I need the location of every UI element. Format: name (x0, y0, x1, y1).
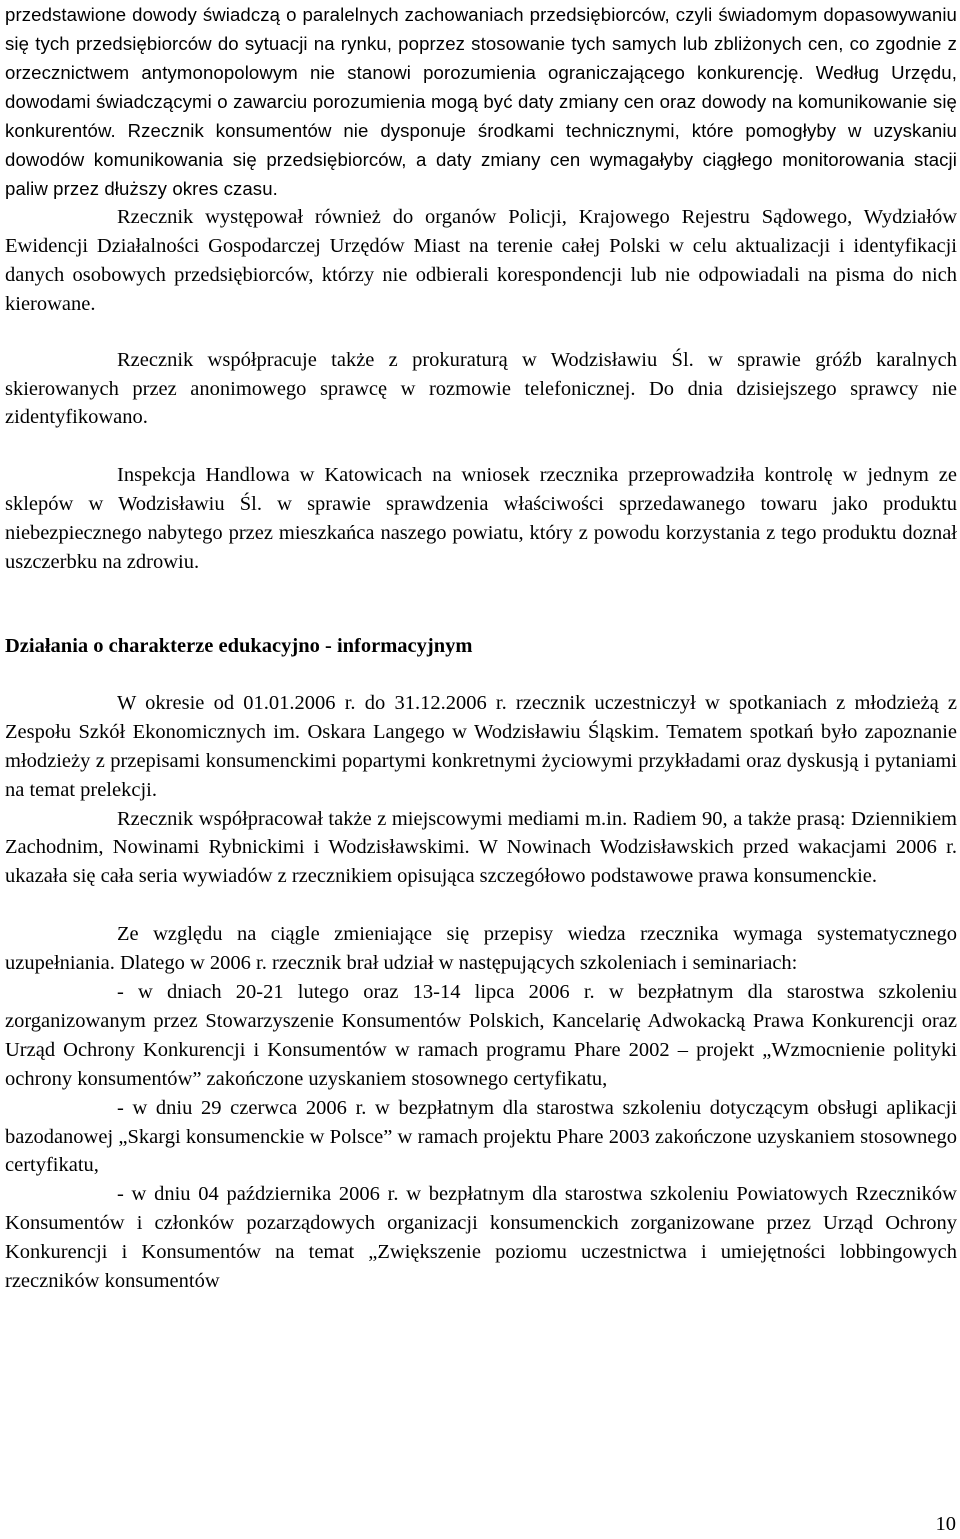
list-item-training-1: - w dniach 20-21 lutego oraz 13-14 lipca 2006 r. w bezpłatnym dla starostwa szkoleniu zorganizowanym przez Stowarzyszenie Konsumentów Polskich, Kancelarię Adwokacką Prawa Konkurencji oraz Urząd Ochrony Konkurencji i Konsumentów w ramach programu Phare 2002 – projekt „Wzmocnienie polityki ochrony konsumentów” zakończone uzyskaniem stosownego certyfikatu, (5, 981, 957, 1090)
paragraph-trade-inspection: Inspekcja Handlowa w Katowicach na wniosek rzecznika przeprowadziła kontrolę w jednym ze sklepów w Wodzisławiu Śl. w sprawie sprawdzenia właściwości sprzedawanego towaru jako produktu niebezpiecznego nabytego przez mieszkańca naszego powiatu, który z powodu korzystania z tego produktu doznał uszczerbku na zdrowiu. (5, 464, 957, 574)
paragraph-training-intro: Ze względu na ciągle zmieniające się przepisy wiedza rzecznika wymaga systematycznego uzupełniania. Dlatego w 2006 r. rzecznik brał udział w następujących szkoleniach i seminariach: (5, 923, 957, 975)
list-item-training-3: - w dniu 04 października 2006 r. w bezpłatnym dla starostwa szkoleniu Powiatowych Rzeczników Konsumentów i członków pozarządowych organizacji konsumenckich zorganizowane przez Urząd Ochrony Konkurencji i Konsumentów na temat „Zwiększenie poziomu uczestnictwa i umiejętności lobbingowych rzeczników konsumentów (5, 1183, 957, 1293)
page-number: 10 (935, 1513, 956, 1535)
paragraph-youth-meetings: W okresie od 01.01.2006 r. do 31.12.2006 r. rzecznik uczestniczył w spotkaniach z młodzieżą z Zespołu Szkół Ekonomicznych im. Oskara Langego w Wodzisławiu Śląskim. Tematem spotkań było zapoznanie młodzieży z przepisami konsumenckimi popartymi konkretnymi życiowymi przykładami oraz dyskusją i pytaniami na temat prelekcji. (5, 691, 957, 801)
paragraph-media: Rzecznik współpracował także z miejscowymi mediami m.in. Radiem 90, a także prasą: Dziennikiem Zachodnim, Nowinami Rybnickimi i Wodzisławskimi. W Nowinach Wodzisławskich przed wakacjami 2006 r. ukazała się cała seria wywiadów z rzecznikiem opisująca szczegółowo podstawowe prawa konsumenckie. (5, 807, 957, 888)
section-heading: Działania o charakterze edukacyjno - informacyjnym (5, 634, 473, 657)
paragraph-police-registry: Rzecznik występował również do organów Policji, Krajowego Rejestru Sądowego, Wydziałów Ewidencji Działalności Gospodarczej Urzędów Miast na terenie całej Polski w celu aktualizacji i identyfikacji danych osobowych przedsiębiorców, którzy nie odbierali korespondencji lub nie odpowiadali na pisma do nich kierowane. (5, 206, 957, 315)
paragraph-prosecutor: Rzecznik współpracuje także z prokuraturą w Wodzisławiu Śl. w sprawie gróźb karalnych skierowanych przez anonimowego sprawcę w rozmowie telefonicznej. Do dnia dzisiejszego sprawcy nie zidentyfikowano. (5, 348, 957, 429)
paragraph-evidence: przedstawione dowody świadczą o paralelnych zachowaniach przedsiębiorców, czyli świadomym dopasowywaniu się tych przedsiębiorców do sytuacji na rynku, poprzez stosowanie tych samych lub zbliżonych cen, co zgodnie z orzecznictwem antymonopolowym nie stanowi porozumienia ograniczającego konkurencję. Według Urzędu, dowodami świadczącymi o zawarciu porozumienia mogą być daty zmiany cen oraz dowody na komunikowanie się konkurentów. Rzecznik konsumentów nie dysponuje środkami technicznymi, które pomogłyby w uzyskaniu dowodów komunikowania się przedsiębiorców, a daty zmiany cen wymagałyby ciągłego monitorowania stacji paliw przez dłuższy okres czasu. (5, 4, 957, 199)
list-item-training-2: - w dniu 29 czerwca 2006 r. w bezpłatnym dla starostwa szkoleniu dotyczącym obsługi aplikacji bazodanowej „Skargi konsumenckie w Polsce” w ramach projektu Phare 2003 zakończone uzyskaniem stosownego certyfikatu, (5, 1096, 957, 1177)
